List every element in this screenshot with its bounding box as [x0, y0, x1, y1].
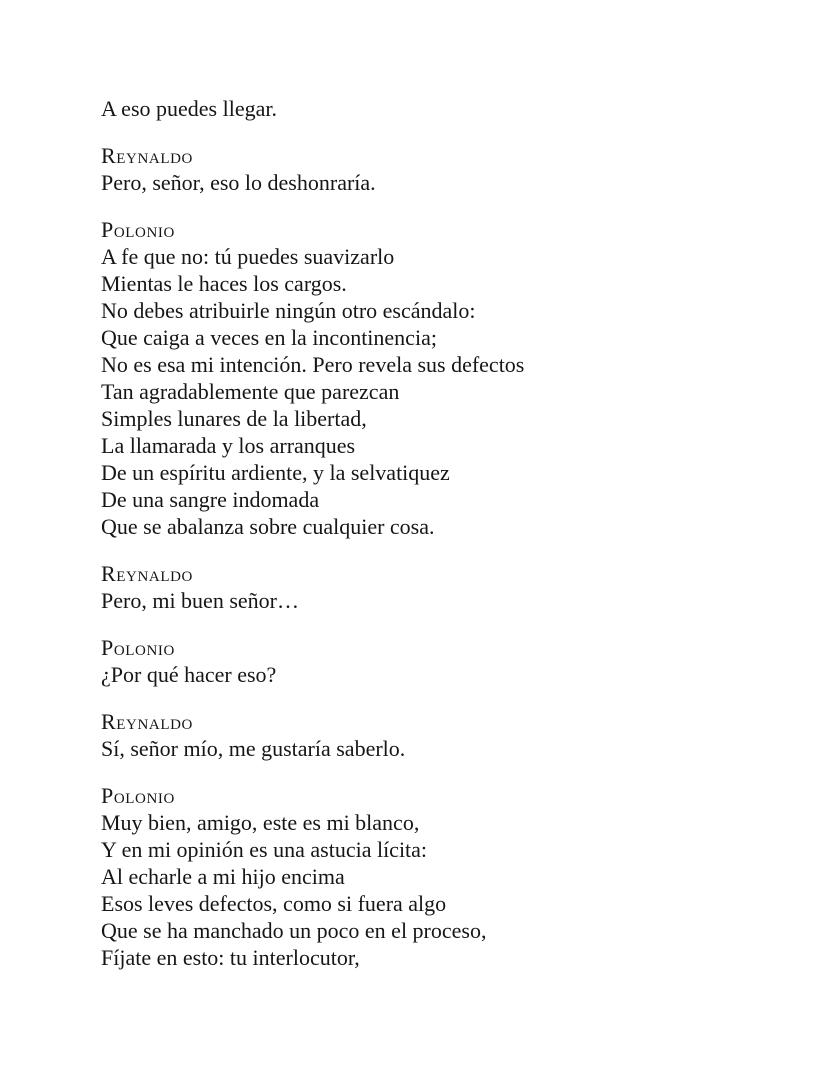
- dialogue-line: Sí, señor mío, me gustaría saberlo.: [101, 736, 406, 761]
- dialogue-line: Mientas le haces los cargos.: [101, 271, 347, 296]
- speaker-name: Reynaldo: [101, 561, 193, 586]
- dialogue-line: No es esa mi intención. Pero revela sus defectos: [101, 352, 525, 377]
- dialogue-line: Pero, señor, eso lo deshonraría.: [101, 170, 376, 195]
- dialogue-line: Y en mi opinión es una astucia lícita:: [101, 837, 428, 862]
- dialogue-line: A eso puedes llegar.: [101, 96, 277, 121]
- dialogue-block: [101, 216, 788, 540]
- speaker-name: Polonio: [101, 635, 175, 660]
- dialogue-line: Pero, mi buen señor…: [101, 588, 299, 613]
- dialogue-line: Que caiga a veces en la incontinencia;: [101, 325, 437, 350]
- dialogue-line: Esos leves defectos, como si fuera algo: [101, 891, 447, 916]
- dialogue-block: [101, 634, 788, 688]
- dialogue-line: Simples lunares de la libertad,: [101, 406, 367, 431]
- dialogue-line: La llamarada y los arranques: [101, 433, 356, 458]
- dialogue-line: Fíjate en esto: tu interlocutor,: [101, 945, 360, 970]
- dialogue-line: De un espíritu ardiente, y la selvatiquez: [101, 460, 450, 485]
- dialogue-line: Que se abalanza sobre cualquier cosa.: [101, 514, 435, 539]
- dialogue-block: [101, 142, 788, 196]
- dialogue-line: De una sangre indomada: [101, 487, 320, 512]
- dialogue-line: ¿Por qué hacer eso?: [101, 662, 277, 687]
- speaker-name: Polonio: [101, 783, 175, 808]
- speaker-name: Reynaldo: [101, 143, 193, 168]
- dialogue-line: Muy bien, amigo, este es mi blanco,: [101, 810, 420, 835]
- dialogue-block: [101, 95, 788, 122]
- dialogue-line: Al echarle a mi hijo encima: [101, 864, 345, 889]
- dialogue-block: [101, 560, 788, 614]
- dialogue-line: A fe que no: tú puedes suavizarlo: [101, 244, 395, 269]
- speaker-name: Reynaldo: [101, 709, 193, 734]
- dialogue-line: Que se ha manchado un poco en el proceso,: [101, 918, 487, 943]
- dialogue-block: [101, 782, 788, 971]
- dialogue-block: [101, 708, 788, 762]
- dialogue-line: No debes atribuirle ningún otro escándalo:: [101, 298, 476, 323]
- dialogue-line: Tan agradablemente que parezcan: [101, 379, 400, 404]
- speaker-name: Polonio: [101, 217, 175, 242]
